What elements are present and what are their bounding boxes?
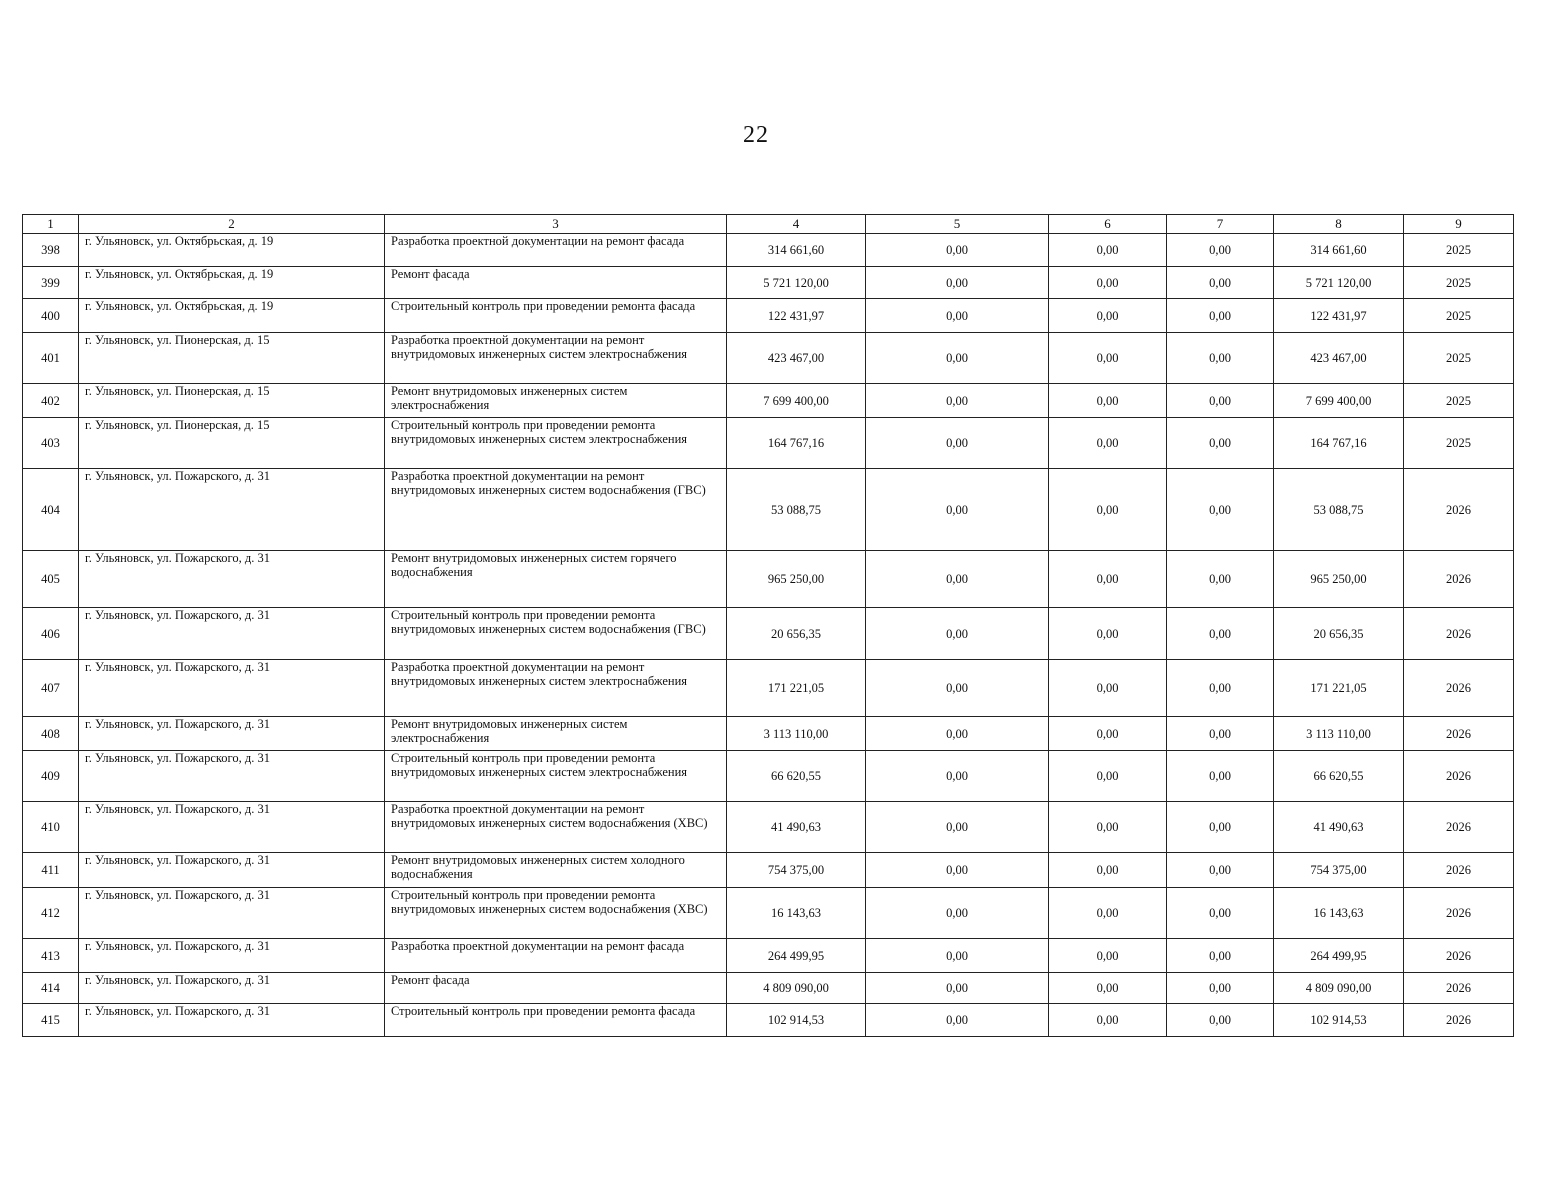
row-number: 402: [23, 384, 79, 418]
work-description-cell: Ремонт внутридомовых инженерных систем горячего водоснабжения: [385, 551, 727, 608]
amount-cell: 0,00: [1049, 299, 1167, 333]
amount-cell: 0,00: [1049, 888, 1167, 939]
column-header: 9: [1404, 215, 1514, 234]
work-description-cell: Строительный контроль при проведении ремонта внутридомовых инженерных систем электроснабжения: [385, 751, 727, 802]
row-number: 415: [23, 1004, 79, 1037]
amount-cell: 0,00: [1167, 551, 1274, 608]
table-row: [23, 333, 1514, 384]
amount-cell: 0,00: [1049, 973, 1167, 1004]
address-cell: г. Ульяновск, ул. Пожарского, д. 31: [79, 660, 385, 717]
repair-registry-table: [22, 214, 1514, 1037]
amount-cell: 0,00: [1167, 267, 1274, 299]
amount-cell: 0,00: [1049, 551, 1167, 608]
amount-cell: 0,00: [1167, 1004, 1274, 1037]
row-number: 403: [23, 418, 79, 469]
year-cell: 2026: [1404, 802, 1514, 853]
amount-cell: 0,00: [866, 418, 1049, 469]
row-number: 398: [23, 234, 79, 267]
year-cell: 2025: [1404, 333, 1514, 384]
row-number: 407: [23, 660, 79, 717]
address-cell: г. Ульяновск, ул. Октябрьская, д. 19: [79, 267, 385, 299]
amount-total-cell: 423 467,00: [727, 333, 866, 384]
table-header-row: [23, 215, 1514, 234]
amount-cell: 0,00: [1049, 384, 1167, 418]
table-row: [23, 551, 1514, 608]
amount-cell: 0,00: [866, 802, 1049, 853]
amount-cell: 0,00: [866, 384, 1049, 418]
row-number: 399: [23, 267, 79, 299]
year-cell: 2026: [1404, 469, 1514, 551]
amount-total-cell: 3 113 110,00: [727, 717, 866, 751]
table-row: [23, 267, 1514, 299]
amount-cell: 0,00: [1049, 333, 1167, 384]
amount-fund-cell: 423 467,00: [1274, 333, 1404, 384]
amount-cell: 0,00: [1049, 267, 1167, 299]
amount-total-cell: 754 375,00: [727, 853, 866, 888]
address-cell: г. Ульяновск, ул. Пожарского, д. 31: [79, 888, 385, 939]
amount-total-cell: 53 088,75: [727, 469, 866, 551]
column-header: 8: [1274, 215, 1404, 234]
work-description-cell: Строительный контроль при проведении ремонта внутридомовых инженерных систем водоснабжения (ГВС): [385, 608, 727, 660]
work-description-cell: Разработка проектной документации на ремонт внутридомовых инженерных систем электроснабжения: [385, 660, 727, 717]
table-row: [23, 608, 1514, 660]
amount-fund-cell: 264 499,95: [1274, 939, 1404, 973]
amount-cell: 0,00: [1167, 751, 1274, 802]
amount-total-cell: 965 250,00: [727, 551, 866, 608]
table-row: [23, 751, 1514, 802]
address-cell: г. Ульяновск, ул. Пионерская, д. 15: [79, 418, 385, 469]
amount-cell: 0,00: [866, 973, 1049, 1004]
amount-cell: 0,00: [1049, 469, 1167, 551]
page-number: 22: [743, 122, 769, 148]
amount-cell: 0,00: [1049, 608, 1167, 660]
year-cell: 2025: [1404, 299, 1514, 333]
amount-total-cell: 164 767,16: [727, 418, 866, 469]
column-header: 5: [866, 215, 1049, 234]
address-cell: г. Ульяновск, ул. Пожарского, д. 31: [79, 608, 385, 660]
address-cell: г. Ульяновск, ул. Октябрьская, д. 19: [79, 234, 385, 267]
table-body: [23, 234, 1514, 1037]
amount-fund-cell: 314 661,60: [1274, 234, 1404, 267]
column-header: 3: [385, 215, 727, 234]
amount-fund-cell: 53 088,75: [1274, 469, 1404, 551]
table-row: [23, 802, 1514, 853]
address-cell: г. Ульяновск, ул. Пожарского, д. 31: [79, 853, 385, 888]
amount-total-cell: 5 721 120,00: [727, 267, 866, 299]
amount-fund-cell: 7 699 400,00: [1274, 384, 1404, 418]
address-cell: г. Ульяновск, ул. Пожарского, д. 31: [79, 973, 385, 1004]
amount-cell: 0,00: [1167, 299, 1274, 333]
amount-cell: 0,00: [866, 751, 1049, 802]
amount-cell: 0,00: [1167, 973, 1274, 1004]
table-row: [23, 384, 1514, 418]
row-number: 401: [23, 333, 79, 384]
row-number: 408: [23, 717, 79, 751]
address-cell: г. Ульяновск, ул. Пожарского, д. 31: [79, 802, 385, 853]
amount-cell: 0,00: [1049, 853, 1167, 888]
amount-cell: 0,00: [866, 234, 1049, 267]
table-row: [23, 973, 1514, 1004]
amount-cell: 0,00: [866, 660, 1049, 717]
amount-total-cell: 7 699 400,00: [727, 384, 866, 418]
table-row: [23, 299, 1514, 333]
work-description-cell: Ремонт фасада: [385, 267, 727, 299]
amount-total-cell: 171 221,05: [727, 660, 866, 717]
address-cell: г. Ульяновск, ул. Пожарского, д. 31: [79, 717, 385, 751]
amount-cell: 0,00: [1049, 1004, 1167, 1037]
work-description-cell: Строительный контроль при проведении ремонта внутридомовых инженерных систем электроснабжения: [385, 418, 727, 469]
address-cell: г. Ульяновск, ул. Пожарского, д. 31: [79, 1004, 385, 1037]
amount-fund-cell: 5 721 120,00: [1274, 267, 1404, 299]
year-cell: 2025: [1404, 418, 1514, 469]
table-row: [23, 888, 1514, 939]
row-number: 400: [23, 299, 79, 333]
year-cell: 2025: [1404, 384, 1514, 418]
amount-cell: 0,00: [1049, 751, 1167, 802]
address-cell: г. Ульяновск, ул. Пожарского, д. 31: [79, 551, 385, 608]
amount-total-cell: 4 809 090,00: [727, 973, 866, 1004]
year-cell: 2026: [1404, 939, 1514, 973]
address-cell: г. Ульяновск, ул. Пионерская, д. 15: [79, 384, 385, 418]
year-cell: 2026: [1404, 1004, 1514, 1037]
amount-fund-cell: 41 490,63: [1274, 802, 1404, 853]
column-header: 7: [1167, 215, 1274, 234]
year-cell: 2026: [1404, 973, 1514, 1004]
work-description-cell: Ремонт внутридомовых инженерных систем электроснабжения: [385, 384, 727, 418]
row-number: 411: [23, 853, 79, 888]
amount-cell: 0,00: [866, 333, 1049, 384]
column-header: 1: [23, 215, 79, 234]
amount-cell: 0,00: [1167, 418, 1274, 469]
column-header: 4: [727, 215, 866, 234]
amount-cell: 0,00: [866, 888, 1049, 939]
amount-cell: 0,00: [866, 939, 1049, 973]
amount-total-cell: 16 143,63: [727, 888, 866, 939]
amount-total-cell: 122 431,97: [727, 299, 866, 333]
year-cell: 2026: [1404, 660, 1514, 717]
row-number: 409: [23, 751, 79, 802]
amount-cell: 0,00: [866, 299, 1049, 333]
amount-cell: 0,00: [1167, 333, 1274, 384]
amount-fund-cell: 16 143,63: [1274, 888, 1404, 939]
row-number: 413: [23, 939, 79, 973]
amount-total-cell: 264 499,95: [727, 939, 866, 973]
row-number: 410: [23, 802, 79, 853]
table-row: [23, 853, 1514, 888]
amount-total-cell: 66 620,55: [727, 751, 866, 802]
year-cell: 2025: [1404, 267, 1514, 299]
row-number: 412: [23, 888, 79, 939]
table-row: [23, 939, 1514, 973]
amount-fund-cell: 66 620,55: [1274, 751, 1404, 802]
year-cell: 2026: [1404, 853, 1514, 888]
year-cell: 2025: [1404, 234, 1514, 267]
amount-cell: 0,00: [1049, 939, 1167, 973]
amount-cell: 0,00: [1167, 939, 1274, 973]
column-header: 2: [79, 215, 385, 234]
amount-fund-cell: 754 375,00: [1274, 853, 1404, 888]
row-number: 406: [23, 608, 79, 660]
work-description-cell: Разработка проектной документации на ремонт внутридомовых инженерных систем электроснабжения: [385, 333, 727, 384]
amount-fund-cell: 164 767,16: [1274, 418, 1404, 469]
table-row: [23, 717, 1514, 751]
amount-cell: 0,00: [1167, 888, 1274, 939]
amount-cell: 0,00: [1167, 384, 1274, 418]
address-cell: г. Ульяновск, ул. Пожарского, д. 31: [79, 751, 385, 802]
amount-cell: 0,00: [1049, 418, 1167, 469]
work-description-cell: Строительный контроль при проведении ремонта внутридомовых инженерных систем водоснабжения (ХВС): [385, 888, 727, 939]
year-cell: 2026: [1404, 551, 1514, 608]
table-row: [23, 234, 1514, 267]
amount-fund-cell: 102 914,53: [1274, 1004, 1404, 1037]
amount-total-cell: 314 661,60: [727, 234, 866, 267]
table-row: [23, 1004, 1514, 1037]
column-header: 6: [1049, 215, 1167, 234]
table-row: [23, 418, 1514, 469]
amount-cell: 0,00: [1049, 660, 1167, 717]
amount-cell: 0,00: [1167, 660, 1274, 717]
work-description-cell: Ремонт внутридомовых инженерных систем электроснабжения: [385, 717, 727, 751]
amount-fund-cell: 965 250,00: [1274, 551, 1404, 608]
amount-fund-cell: 20 656,35: [1274, 608, 1404, 660]
row-number: 414: [23, 973, 79, 1004]
amount-cell: 0,00: [1049, 802, 1167, 853]
amount-cell: 0,00: [1167, 234, 1274, 267]
amount-cell: 0,00: [1167, 802, 1274, 853]
amount-fund-cell: 171 221,05: [1274, 660, 1404, 717]
year-cell: 2026: [1404, 888, 1514, 939]
year-cell: 2026: [1404, 608, 1514, 660]
row-number: 404: [23, 469, 79, 551]
address-cell: г. Ульяновск, ул. Пожарского, д. 31: [79, 939, 385, 973]
row-number: 405: [23, 551, 79, 608]
amount-cell: 0,00: [866, 717, 1049, 751]
address-cell: г. Ульяновск, ул. Пионерская, д. 15: [79, 333, 385, 384]
table-row: [23, 469, 1514, 551]
amount-cell: 0,00: [1167, 717, 1274, 751]
amount-cell: 0,00: [866, 267, 1049, 299]
work-description-cell: Ремонт внутридомовых инженерных систем холодного водоснабжения: [385, 853, 727, 888]
work-description-cell: Строительный контроль при проведении ремонта фасада: [385, 1004, 727, 1037]
address-cell: г. Ульяновск, ул. Пожарского, д. 31: [79, 469, 385, 551]
work-description-cell: Разработка проектной документации на ремонт внутридомовых инженерных систем водоснабжения (ХВС): [385, 802, 727, 853]
amount-fund-cell: 122 431,97: [1274, 299, 1404, 333]
amount-cell: 0,00: [1167, 469, 1274, 551]
table-row: [23, 660, 1514, 717]
amount-fund-cell: 4 809 090,00: [1274, 973, 1404, 1004]
amount-cell: 0,00: [1167, 853, 1274, 888]
amount-total-cell: 41 490,63: [727, 802, 866, 853]
amount-cell: 0,00: [866, 551, 1049, 608]
amount-cell: 0,00: [1167, 608, 1274, 660]
year-cell: 2026: [1404, 751, 1514, 802]
work-description-cell: Разработка проектной документации на ремонт фасада: [385, 234, 727, 267]
year-cell: 2026: [1404, 717, 1514, 751]
amount-cell: 0,00: [866, 1004, 1049, 1037]
work-description-cell: Строительный контроль при проведении ремонта фасада: [385, 299, 727, 333]
amount-total-cell: 20 656,35: [727, 608, 866, 660]
amount-cell: 0,00: [1049, 717, 1167, 751]
amount-fund-cell: 3 113 110,00: [1274, 717, 1404, 751]
amount-cell: 0,00: [866, 608, 1049, 660]
amount-cell: 0,00: [1049, 234, 1167, 267]
amount-total-cell: 102 914,53: [727, 1004, 866, 1037]
amount-cell: 0,00: [866, 469, 1049, 551]
address-cell: г. Ульяновск, ул. Октябрьская, д. 19: [79, 299, 385, 333]
work-description-cell: Разработка проектной документации на ремонт фасада: [385, 939, 727, 973]
amount-cell: 0,00: [866, 853, 1049, 888]
work-description-cell: Разработка проектной документации на ремонт внутридомовых инженерных систем водоснабжения (ГВС): [385, 469, 727, 551]
work-description-cell: Ремонт фасада: [385, 973, 727, 1004]
